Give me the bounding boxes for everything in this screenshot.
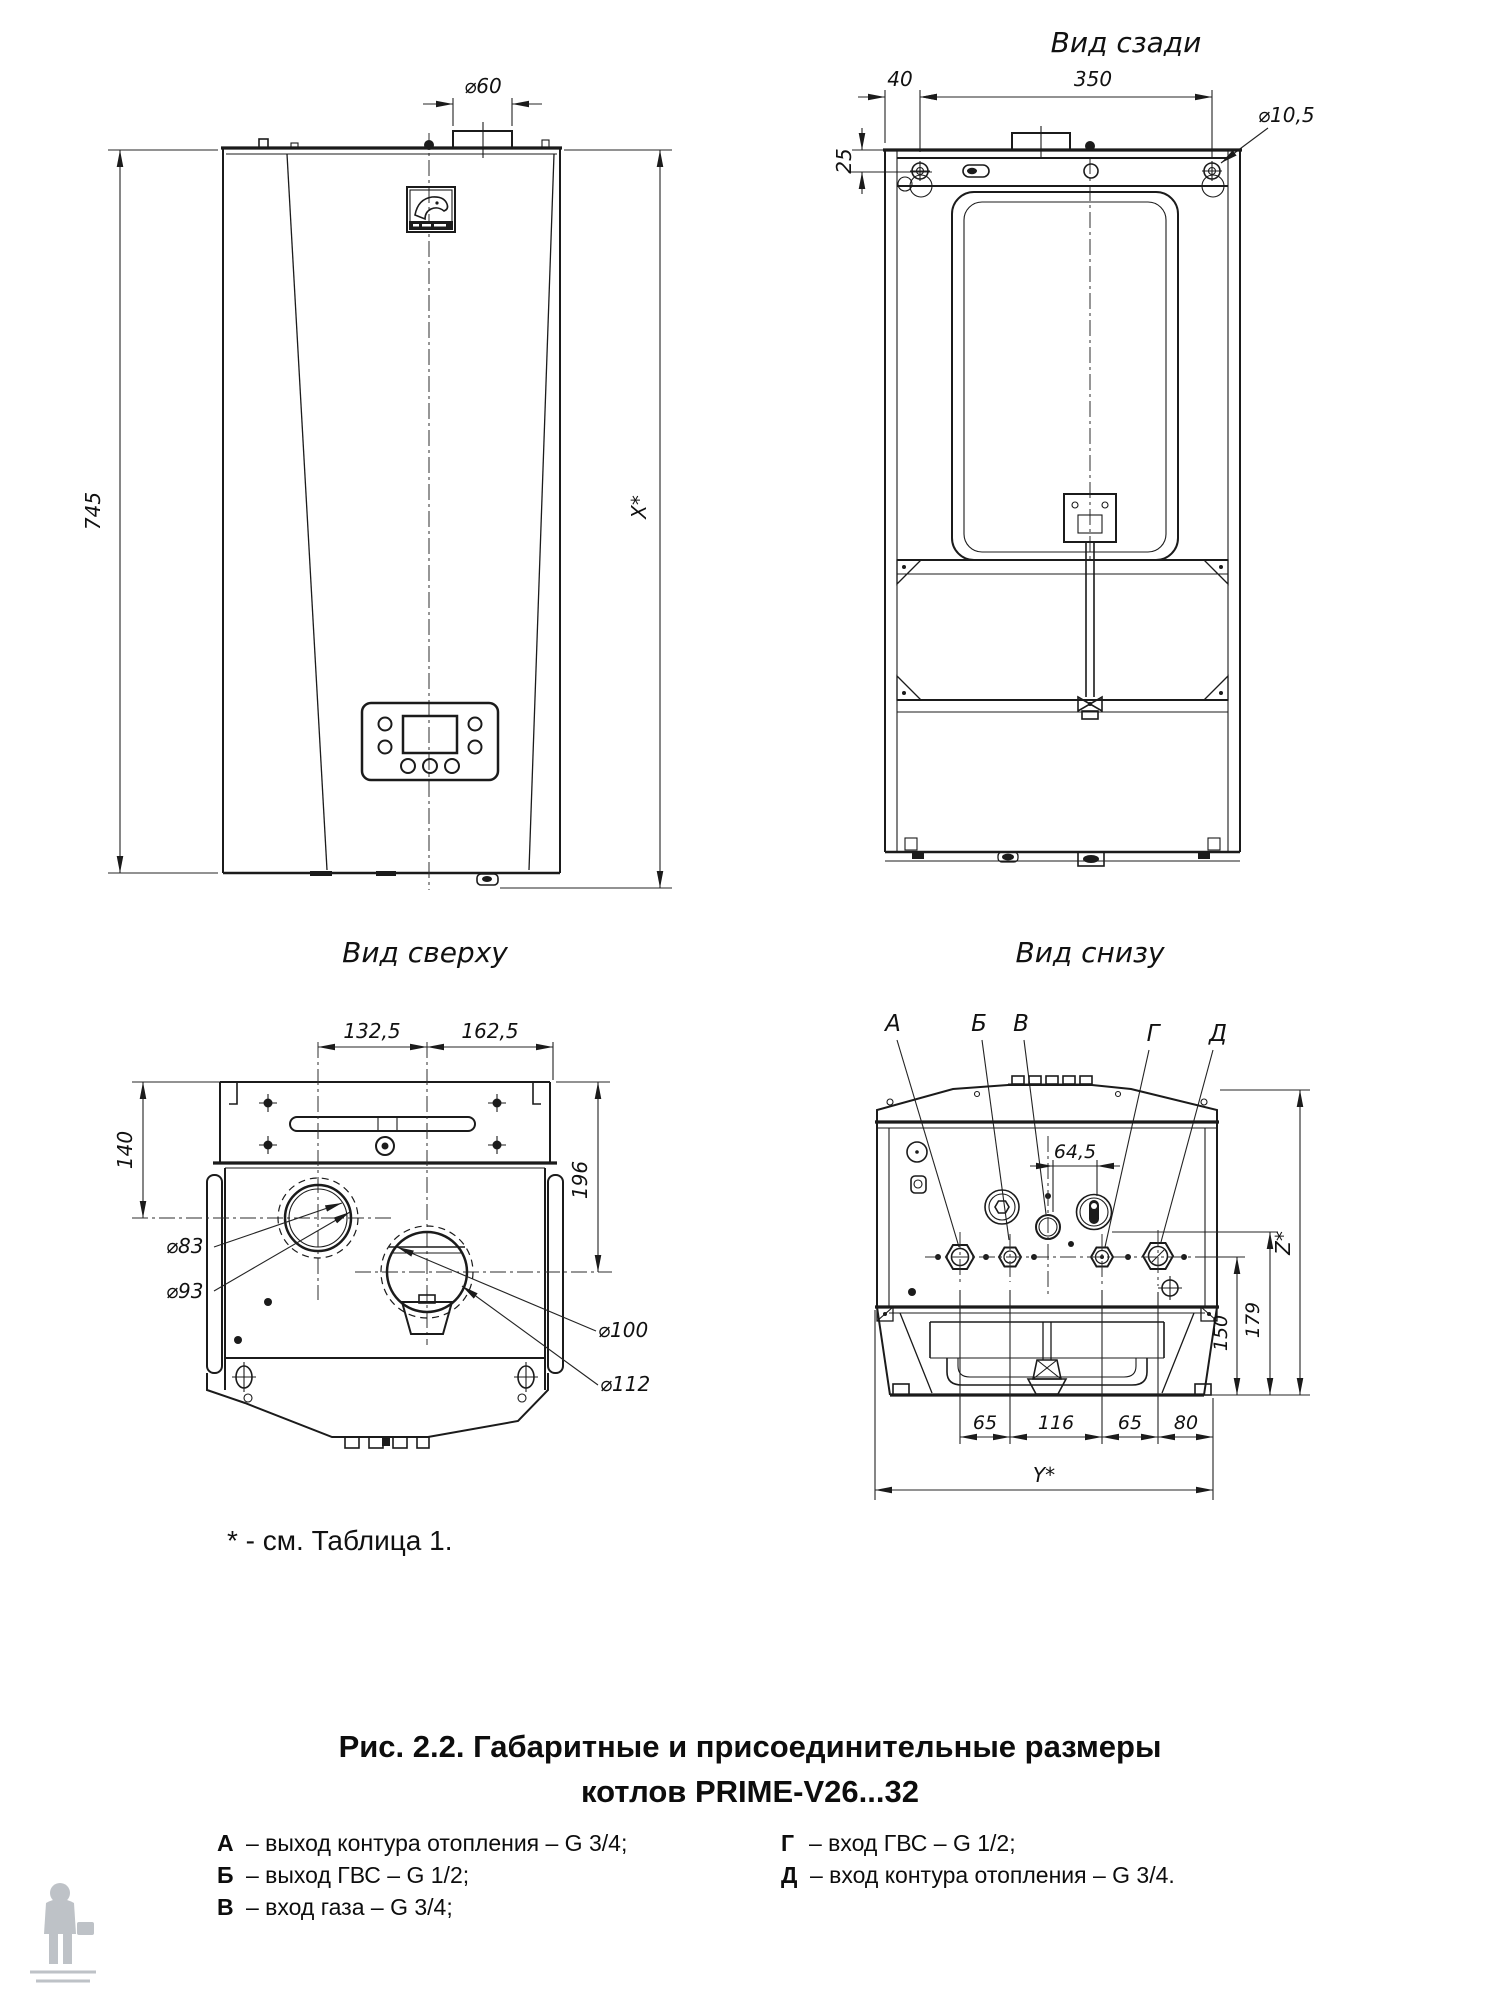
dim-745: 745 — [81, 491, 105, 531]
top-dim-140 — [113, 1082, 222, 1218]
dim-d112: ⌀112 — [600, 1372, 651, 1396]
top-view-title: Вид сверху — [342, 936, 508, 969]
bottom-body-outline — [875, 1076, 1219, 1307]
legend-letter-g: Г — [781, 1830, 795, 1856]
legend-letter-v: В — [217, 1894, 234, 1920]
dim-x-star: X* — [627, 495, 651, 519]
legend-letter-b: Б — [217, 1862, 234, 1888]
dim-1625: 162,5 — [461, 1019, 519, 1043]
dim-196: 196 — [568, 1160, 592, 1200]
bottom-dim-y — [875, 1310, 1213, 1500]
bottom-lower-structure — [875, 1307, 1219, 1395]
legend-text-v: – вход газа – G 3/4; — [246, 1894, 453, 1920]
brand-logo — [407, 187, 455, 232]
front-view — [81, 74, 672, 890]
front-dim-x — [500, 150, 672, 888]
dim-y-star: Y* — [1032, 1463, 1056, 1487]
dim-179: 179 — [1242, 1301, 1264, 1339]
top-view — [113, 936, 650, 1448]
label-port-v: В — [1013, 1011, 1029, 1037]
boiler-rear-outline — [883, 126, 1242, 861]
control-panel — [362, 703, 498, 780]
bottom-dim-645 — [1030, 1141, 1120, 1212]
grommet-g — [1077, 1195, 1112, 1230]
flue-opening-left — [132, 1042, 392, 1300]
button-left-top — [379, 718, 392, 731]
dim-d60: ⌀60 — [464, 74, 502, 98]
dim-150: 150 — [1210, 1314, 1232, 1352]
dim-350: 350 — [1073, 67, 1113, 91]
button-right-top — [469, 718, 482, 731]
dim-d105: ⌀10,5 — [1258, 103, 1315, 127]
top-dims-horizontal — [318, 1019, 553, 1080]
button-bottom-1 — [401, 759, 415, 773]
label-port-g: Г — [1146, 1021, 1160, 1047]
rear-view — [832, 26, 1315, 866]
dim-d100: ⌀100 — [598, 1318, 649, 1342]
label-port-a: А — [885, 1011, 901, 1037]
table-note: * - см. Таблица 1. — [227, 1525, 453, 1556]
button-bottom-3 — [445, 759, 459, 773]
boiler-front-outline — [221, 122, 562, 890]
dim-645: 64,5 — [1053, 1141, 1097, 1163]
mounting-plate — [213, 1082, 557, 1168]
legend-text-b: – выход ГВС – G 1/2; — [246, 1862, 470, 1888]
legend-letter-a: А — [217, 1830, 234, 1856]
dim-40: 40 — [887, 67, 913, 91]
legend — [217, 1830, 1175, 1920]
top-diameter-callouts — [166, 1203, 650, 1396]
front-dim-flue-60 — [423, 74, 542, 126]
caption-line-2: котлов PRIME-V26...32 — [581, 1774, 919, 1809]
watermark-logo — [30, 1883, 96, 1981]
bottom-dim-150 — [1196, 1257, 1245, 1395]
side-tab-left — [207, 1175, 222, 1373]
button-right-bottom — [469, 741, 482, 754]
bottom-view-title: Вид снизу — [1015, 936, 1165, 969]
legend-text-g: – вход ГВС – G 1/2; — [809, 1830, 1016, 1856]
dim-80: 80 — [1173, 1412, 1199, 1434]
dim-d93: ⌀93 — [166, 1279, 204, 1303]
grommet-b — [985, 1190, 1019, 1224]
dim-116: 116 — [1037, 1412, 1075, 1434]
port-letter-callouts — [883, 1011, 1227, 1247]
caption-line-1: Рис. 2.2. Габаритные и присоединительные размеры — [338, 1729, 1162, 1764]
figure-caption — [339, 1729, 1162, 1809]
side-tab-right — [548, 1175, 563, 1373]
rear-lower-structure — [897, 560, 1228, 866]
label-port-d: Д — [1209, 1021, 1227, 1047]
display-screen — [403, 716, 457, 753]
dim-65-a: 65 — [972, 1412, 998, 1434]
dim-65-b: 65 — [1117, 1412, 1143, 1434]
rear-view-title: Вид сзади — [1050, 26, 1202, 59]
button-bottom-2 — [423, 759, 437, 773]
rear-inner-panel — [952, 192, 1178, 719]
button-left-bottom — [379, 741, 392, 754]
top-body — [207, 1168, 563, 1448]
top-dim-196 — [556, 1082, 610, 1272]
front-dim-745 — [81, 150, 218, 873]
dim-1325: 132,5 — [343, 1019, 401, 1043]
legend-text-a: – выход контура отопления – G 3/4; — [246, 1830, 628, 1856]
legend-letter-d: Д — [781, 1862, 798, 1888]
rear-dim-25 — [832, 128, 932, 194]
rear-dim-40-350 — [858, 67, 1212, 158]
dim-25: 25 — [832, 148, 856, 174]
legend-text-d: – вход контура отопления – G 3/4. — [810, 1862, 1175, 1888]
label-port-b: Б — [971, 1011, 987, 1037]
dim-140: 140 — [113, 1130, 137, 1170]
dim-d83: ⌀83 — [166, 1234, 204, 1258]
bottom-view — [875, 936, 1310, 1500]
dim-z-star: Z* — [1271, 1231, 1295, 1255]
rear-dim-hole-105 — [1221, 103, 1315, 163]
